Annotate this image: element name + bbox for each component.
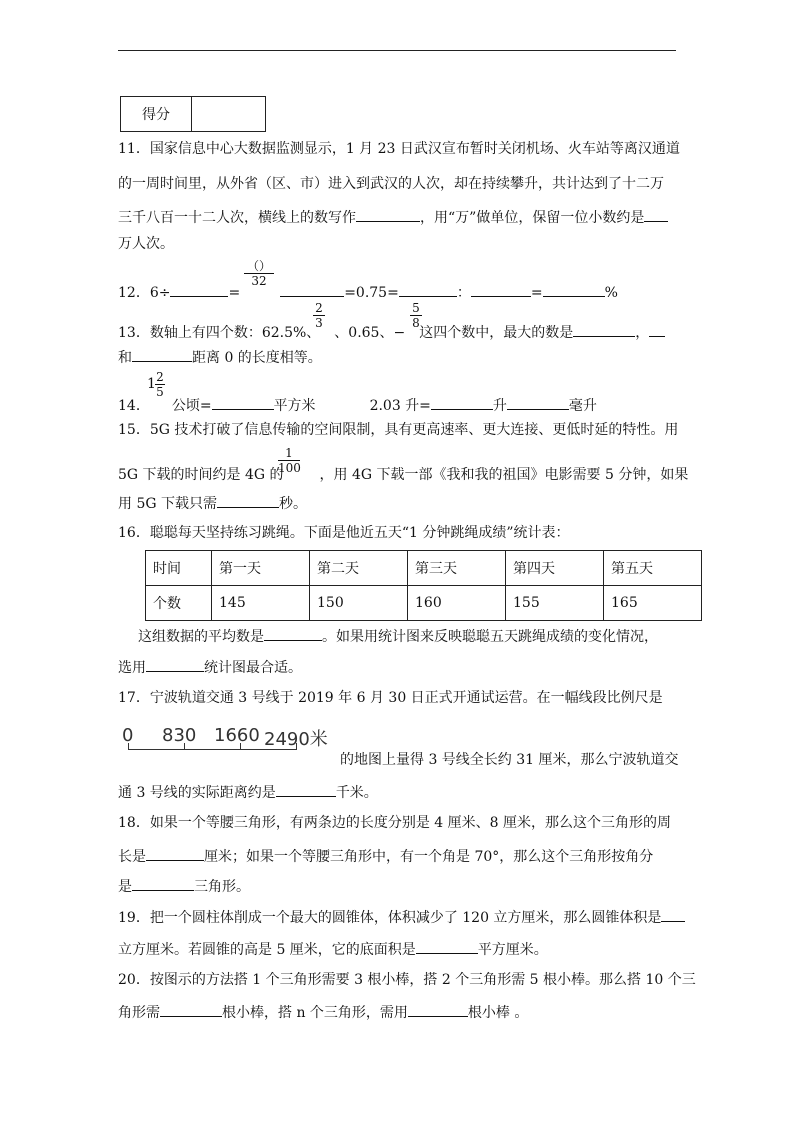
- q18-blank-2[interactable]: [132, 875, 194, 891]
- q13-blank-3[interactable]: [132, 346, 192, 362]
- q13-text-l2b: 距离 0 的长度相等。: [192, 350, 322, 366]
- scale-tick: [184, 743, 185, 750]
- q14-blank-1[interactable]: [212, 394, 274, 410]
- q18-blank-1[interactable]: [146, 845, 204, 861]
- q18-line2: [118, 845, 653, 867]
- q16-text-l2b: 。如果用统计图来反映聪聪五天跳绳成绩的变化情况，: [322, 629, 658, 645]
- q12-text-b: =: [228, 285, 241, 301]
- q15-line2: [118, 465, 688, 485]
- table-header-cell: 第四天: [506, 551, 604, 586]
- q20-text-l2b: 根小棒，搭 n 个三角形，需用: [222, 1005, 408, 1021]
- scale-label-3: 2490米: [264, 729, 328, 750]
- q11-line4: 万人次。: [118, 236, 174, 252]
- q13-f1-num: 2: [315, 301, 323, 315]
- q13-decimal: 0.6̇5: [348, 325, 380, 341]
- q19-line2: [118, 938, 548, 960]
- q14-line: [118, 394, 597, 416]
- table-header-cell: 时间: [146, 551, 212, 586]
- jump-rope-table: [145, 550, 702, 621]
- q20-line2: [118, 1001, 528, 1023]
- q15-f-num: 1: [285, 446, 293, 460]
- scale-label-0: 0: [122, 725, 134, 746]
- table-row: [146, 586, 702, 621]
- score-box: [120, 96, 266, 132]
- q13-blank-2[interactable]: [649, 321, 665, 337]
- scale-bar: [122, 725, 332, 765]
- table-header-cell: 第二天: [310, 551, 408, 586]
- q18-text-l3a: 是: [118, 879, 132, 895]
- q11-text-a: 三千八百一十二人次，横线上的数写作: [118, 210, 356, 226]
- header-rule: [118, 50, 676, 51]
- q19-text-l2a: 立方厘米。若圆锥的高是 5 厘米，它的底面积是: [118, 942, 416, 958]
- q19-blank-2[interactable]: [416, 938, 478, 954]
- table-header-cell: 第五天: [604, 551, 702, 586]
- score-label: 得分: [121, 97, 192, 132]
- q13-text-e: 这四个数中，最大的数是: [419, 325, 574, 341]
- q13-blank-1[interactable]: [573, 321, 635, 337]
- q13-text-a: 13．数轴上有四个数：62.5%、: [118, 325, 321, 341]
- score-field[interactable]: [192, 97, 266, 132]
- q13-f2-den: 8: [412, 316, 420, 330]
- q19-text-l1: 19．把一个圆柱体削成一个最大的圆锥体，体积减少了 120 立方厘米，那么圆锥体积是: [118, 910, 662, 926]
- q16-blank-1[interactable]: [264, 625, 322, 641]
- q15-text-l3a: 用 5G 下载只需: [118, 496, 217, 512]
- q19-text-l2b: 平方厘米。: [477, 942, 548, 958]
- q17-blank[interactable]: [276, 781, 336, 797]
- table-cell: 155: [506, 586, 604, 621]
- scale-label-2: 1660: [214, 725, 260, 746]
- q12-text-f: %: [604, 285, 618, 301]
- q16-line2: [138, 625, 658, 647]
- q19-blank-1[interactable]: [661, 906, 685, 922]
- q12-blank-5[interactable]: [543, 281, 605, 297]
- scale-tick: [240, 743, 241, 750]
- q17-line1: 17．宁波轨道交通 3 号线于 2019 年 6 月 30 日正式开通试运营。在一幅线段比例尺是: [118, 690, 663, 706]
- q12-frac-den: 32: [251, 274, 267, 288]
- q19-line1: [118, 906, 685, 928]
- q14-whole: [147, 376, 156, 392]
- q17-line3: [118, 781, 378, 803]
- q14-f-den: 5: [156, 385, 164, 399]
- q20-blank-2[interactable]: [408, 1001, 468, 1017]
- q13-line2: [118, 346, 322, 368]
- q13-line1: [118, 321, 665, 343]
- q15-line1: 15．5G 技术打破了信息传输的空间限制，具有更高速率、更大连接、更低时延的特性。用: [118, 422, 679, 438]
- q14-blank-3[interactable]: [507, 394, 569, 410]
- q14-text-c: 平方米: [273, 398, 316, 414]
- q12-frac-num: （）: [246, 259, 271, 273]
- q14-text-f: 毫升: [568, 398, 597, 414]
- q13-text-l2a: 和: [118, 350, 132, 366]
- q16-line3: [118, 656, 302, 678]
- q16-text-l2a: 这组数据的平均数是: [138, 629, 264, 645]
- scale-tick: [296, 743, 297, 750]
- q17-text-l3a: 通 3 号线的实际距离约是: [118, 785, 276, 801]
- q13-text-b: 、: [334, 325, 349, 341]
- table-row-label: 个数: [146, 586, 212, 621]
- q15-text-l2b: ，用 4G 下载一部《我和我的祖国》电影需要 5 分钟，如果: [319, 467, 689, 483]
- q14-text-a: 14．: [118, 398, 150, 414]
- q13-f2-num: 5: [412, 301, 420, 315]
- q15-line3: [118, 492, 307, 514]
- q14-blank-2[interactable]: [431, 394, 493, 410]
- q12-text-d: ：: [456, 285, 471, 301]
- q17-line2: 的地图上量得 3 号线全长约 31 厘米，那么宁波轨道交: [340, 752, 679, 768]
- q18-line1: 18．如果一个等腰三角形，有两条边的长度分别是 4 厘米、8 厘米，那么这个三角形的周: [118, 815, 671, 831]
- table-cell: 145: [212, 586, 310, 621]
- q11-line3: [118, 206, 668, 228]
- q11-text-b: ，用“万”做单位，保留一位小数约是: [420, 210, 645, 226]
- q16-text-l3b: 统计图最合适。: [204, 660, 302, 676]
- scale-label-1: 830: [162, 725, 197, 746]
- q14-text-d: 2.03 升=: [369, 398, 431, 414]
- q11-blank-2[interactable]: [644, 206, 668, 222]
- table-header-cell: 第三天: [408, 551, 506, 586]
- q20-text-l2c: 根小棒 。: [467, 1005, 529, 1021]
- table-header-cell: 第一天: [212, 551, 310, 586]
- q12-blank-1[interactable]: [170, 281, 228, 297]
- scale-axis: [128, 749, 296, 750]
- q13-text-d: 、−: [379, 325, 406, 341]
- q14-whole-number: 1: [147, 376, 156, 392]
- q18-text-l3b: 三角形。: [194, 879, 250, 895]
- q15-text-l3b: 秒。: [279, 496, 307, 512]
- q17-text-l3b: 千米。: [335, 785, 378, 801]
- table-header-row: [146, 551, 702, 586]
- q20-text-l2a: 角形需: [118, 1005, 160, 1021]
- q12-text-e: =: [530, 285, 543, 301]
- table-cell: 160: [408, 586, 506, 621]
- q12-blank-2[interactable]: [280, 281, 344, 297]
- q11-line1: 11．国家信息中心大数据监测显示，1 月 23 日武汉宣布暂时关闭机场、火车站等离汉通道: [118, 141, 680, 157]
- q18-text-l2b: 厘米；如果一个等腰三角形中，有一个角是 70°，那么这个三角形按角分: [204, 849, 654, 865]
- q18-line3: [118, 875, 250, 897]
- q15-f-den: 100: [278, 461, 301, 475]
- q15-blank[interactable]: [217, 492, 279, 508]
- q11-blank-1[interactable]: [356, 206, 420, 222]
- q16-line1: 16．聪聪每天坚持练习跳绳。下面是他近五天“1 分钟跳绳成绩”统计表：: [118, 525, 570, 541]
- q12-blank-3[interactable]: [399, 281, 457, 297]
- q16-blank-2[interactable]: [146, 656, 204, 672]
- q20-line1: 20．按图示的方法搭 1 个三角形需要 3 根小棒，搭 2 个三角形需 5 根小棒。那么搭 10 个三: [118, 972, 696, 988]
- q18-text-l2a: 长是: [118, 849, 146, 865]
- q12-text-a: 12．6÷: [118, 285, 171, 301]
- q12-text-c: =0.75=: [344, 285, 399, 301]
- q13-f1-den: 3: [315, 316, 323, 330]
- q14-f-num: 2: [156, 370, 164, 384]
- q11-line2: 的一周时间里，从外省（区、市）进入到武汉的人次，却在持续攀升，共计达到了十二万: [118, 176, 664, 192]
- q12-line: [118, 281, 618, 303]
- table-cell: 165: [604, 586, 702, 621]
- table-cell: 150: [310, 586, 408, 621]
- q14-text-b: 公顷=: [171, 398, 212, 414]
- q12-blank-4[interactable]: [471, 281, 531, 297]
- q20-blank-1[interactable]: [160, 1001, 222, 1017]
- q16-text-l3a: 选用: [118, 660, 146, 676]
- q13-text-f: ，: [635, 325, 650, 341]
- q14-text-e: 升: [492, 398, 507, 414]
- scale-tick: [128, 743, 129, 750]
- q15-text-l2a: 5G 下载的时间约是 4G 的: [118, 467, 284, 483]
